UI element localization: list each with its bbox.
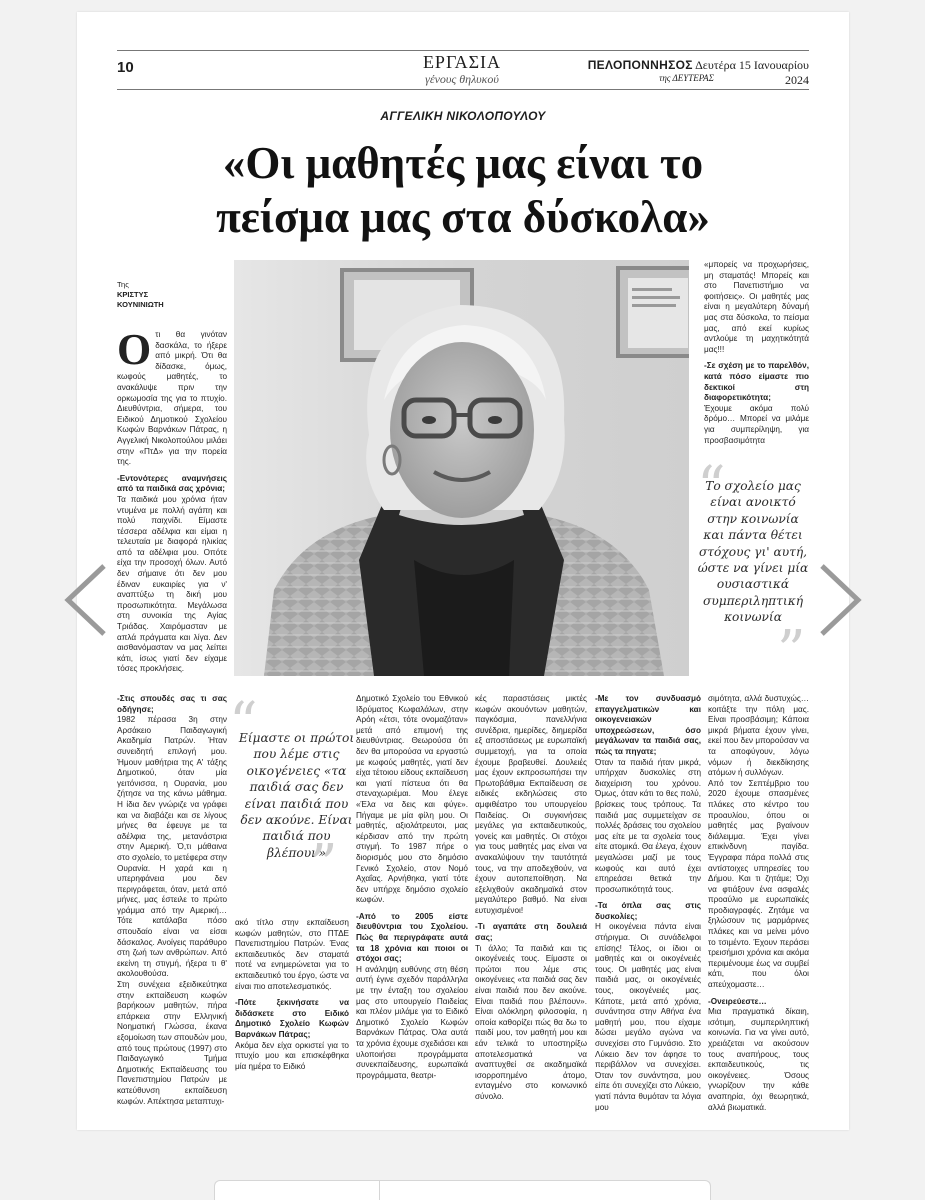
section-title: ΕΡΓΑΣΙΑ bbox=[422, 52, 502, 72]
portrait-image bbox=[234, 260, 689, 676]
quote-open-icon: “ bbox=[229, 691, 258, 756]
bottom-toolbar[interactable] bbox=[214, 1180, 711, 1200]
section-subtitle: γένους θηλυκού bbox=[425, 72, 499, 86]
headline-line: πείσμα μας στα δύσκολα» bbox=[216, 192, 710, 242]
article-column bbox=[117, 694, 227, 1114]
question: -Τα όπλα σας στις δυσκολίες; bbox=[595, 901, 701, 921]
answer: κές παραστάσεις μικτές κωφών ακουόντων μαθητών, παγκόσμια, πανελλήνια συνέδρια, ημερίδες, διημερίδα εξ αποστάσεως με ευρωπαϊκή συμμετοχή, για τα οποία έχουμε βραβευθεί. Δουλειές μας έχουν εκπροσωπήσει την Πρωτοβάθμια Εκπαίδευση σε ειδικές εκδηλώσεις στο αμφιθέατρο του υπουργείου Παιδείας. Οι συγκινήσεις μεγάλες για εκπαιδευτικούς, γονείς και μαθητές. Οι στόχοι για τους μαθητές μας είναι να ανακαλύψουν την ταυτότητά τους, να την αποδεχθούν, να έχουν αυτοπεποίθηση. Να εξελιχθούν ακαδημαϊκά στον μεγαλύτερο βαθμό. Να είναι ευτυχισμένοι! bbox=[475, 694, 587, 915]
answer: Η ανάληψη ευθύνης στη θέση αυτή έγινε σχεδόν παράλληλα με την ένταξη του σχολείου μας στο υπουργείο Παιδείας και πλέον μιλάμε για το Ειδικό Δημοτικό Σχολείο Κωφών Βαρνάκων Πάτρας. Όλα αυτά τα χρόνια έχουμε σχεδιάσει και υλοποιήσει προγράμματα συνεκπαίδευσης, ευρωπαϊκά προγράμματα, θεατρι- bbox=[356, 964, 468, 1080]
answer: Τι άλλο; Τα παιδιά και τις οικογένειές τους. Είμαστε οι πρώτοι που λέμε στις οικογένειες «τα παιδιά σας δεν είναι παιδιά που δεν ακούνε. Είναι παιδιά που βλέπουν». Είναι ολόκληρη φιλοσοφία, η οποία καθορίζει πώς θα δω το παιδί μου, τον μαθητή μου και εάν τελικά το υποστηρίξω αποτελεσματικά να αναπτυχθεί σε ακαδημαϊκά ισορροπημένο άτομο, ενταγμένο στο κοινωνικό σύνολο. bbox=[475, 943, 587, 1101]
question: -Τι αγαπάτε στη δουλειά σας; bbox=[475, 922, 587, 943]
answer: 1982 πέρασα 3η στην Αρσάκειο Παιδαγωγική Ακαδημία Πατρών. Ήταν συνειδητή επιλογή μου. Ήμουν μαθήτρια της Α' τάξης Δημοτικού, όταν μία γειτόνισσα, η Ουρανία, μου ζήτησε να της κάνω μάθημα. Η ίδια δεν γνώριζε να γράφει και να διαβάζει και σε λίγους μήνες θα έφευγε με τα αδέλφια της, μετανάστρια στην Αμερική. Ό,τι μάθαινα στο σχολείο, το μετέφερα στην Ουρανία. Η χαρά και η υπερηφάνεια μου δεν περιγράφεται, όταν, μετά από μήνες, μας έστειλε το πρώτο γράμμα από την Αμερική… Τότε κατάλαβα πόσο σπουδαίο είναι να είσαι δάσκαλος. Ανοίγεις παράθυρο στη ζωή των ανθρώπων. Από εκείνη τη στιγμή, ήξερα τι θ' ακολουθούσα. bbox=[117, 715, 227, 979]
pull-quote: Το σχολείο μας είναι ανοικτό στην κοινωνία και πάντα θέτει στόχους γι' αυτή, ώστε να γίνει μία ουσιαστικά συμπεριληπτική κοινωνία bbox=[697, 479, 809, 625]
answer: Η οικογένεια πάντα είναι στήριγμα. Οι συνάδελφοι επίσης! Τέλος, οι ίδιοι οι μαθητές και οι οικογένειές τους. Οι μαθητές μας είναι παιδιά μας, οι οικογένειές τους, οικογένειές μας. Κάποτε, μετά από χρόνια, συνάντησα στην Αθήνα ένα μαθητή μου, που είχαμε δώσει μεγάλο αγώνα να συνεχίσει στο Γυμνάσιο. Στο Λύκειο δεν τον άφησε το περιβάλλον να συνεχίσει. Όταν τον συνάντησα, μου είπε ότι συνεχίζει στο Λύκειο, γιατί πάντα θυμόταν τα λόγια μου bbox=[595, 922, 701, 1112]
question: -Εντονότερες αναμνήσεις από τα παιδικά σας χρόνια; bbox=[117, 473, 227, 494]
answer: Τα παιδικά μου χρόνια ήταν ντυμένα με πολλή αγάπη και πολύ παιχνίδι. Είμαστε τέσσερα αδέλφια και είμαι η τελευταία με διαφορά ηλικίας από τα αδέλφια μου. Οπότε είχα την προσοχή όλων. Αυτό δεν σήμαινε ότι δεν μου έδιναν ευκαιρίες για ν' αναπτύξω τη δική μου προσωπικότητα. Μεγάλωσα στη συνοικία της Αγίας Τριάδας. Χαιρόμασταν με απλά πράγματα και λίγα. Δεν αισθανόμασταν να μας λείπει κάτι, ίσως γιατί δεν είχαμε τόσες προκλήσεις. bbox=[117, 494, 227, 674]
article-column bbox=[708, 694, 809, 1114]
byline-prefix: Της bbox=[117, 280, 129, 289]
quote-close-icon: ” bbox=[777, 619, 806, 684]
interviewee-name: ΑΓΓΕΛΙΚΗ ΝΙΚΟΛΟΠΟΥΛΟΥ bbox=[380, 109, 546, 123]
answer: Στη συνέχεια εξειδικεύτηκα στην εκπαίδευση κωφών βαρήκοων μαθητών, πήρα επάρκεια στην Ελληνική Νοηματική Γλώσσα, έκανα εξομοίωση των σπουδών μου, από τους πρώτους (1997) στο Παιδαγωγικό Τμήμα Δημοτικής Εκπαίδευσης του Πανεπιστημίου Πατρών με κατεύθυνση εκπαίδευση κωφών. Απέκτησα μεταπτυχι- bbox=[117, 980, 227, 1106]
chevron-left-icon[interactable] bbox=[58, 560, 118, 640]
article-column bbox=[475, 694, 587, 1114]
answer: ακό τίτλο στην εκπαίδευση κωφών μαθητών, στο ΠΤΔΕ Πανεπιστημίου Πατρών. Ένας εκπαιδευτικός δεν σταματά ποτέ να ενημερώνεται για το εκπαιδευτικό του έργο, ώστε να είναι πιο αποτελεσματικός. bbox=[235, 918, 349, 991]
answer: Μια πραγματικά δίκαιη, ισότιμη, συμπεριληπτική κοινωνία. Για να γίνει αυτό, χρειάζεται να ακούσουν τους αναπήρους, τους εκπαιδευτικούς, τις οικογένειες. Όσους γνωρίζουν την κάθε αναπηρία, όχι θεωρητικά, αλλά βιωματικά. bbox=[708, 1007, 809, 1112]
issue-date: Δευτέρα 15 Ιανουαρίου 2024 bbox=[695, 58, 809, 87]
answer: Ακόμα δεν είχα ορκιστεί για το πτυχίο μου και επισκέφθηκα μία ημέρα το Ειδικό bbox=[235, 1040, 349, 1071]
publication-name: ΠΕΛΟΠΟΝΝΗΣΟΣ bbox=[587, 58, 693, 72]
intro-paragraph bbox=[117, 330, 227, 468]
quote-open-icon: “ bbox=[697, 455, 726, 520]
article-column bbox=[235, 918, 349, 1114]
question: -Ονειρεύεστε… bbox=[708, 996, 767, 1006]
question: -Από το 2005 είστε διευθύντρια του Σχολείου. Πώς θα περιγράφατε αυτά τα 18 χρόνια και ποιοι οι στόχοι σας; bbox=[356, 911, 468, 964]
answer: σιμότητα, αλλά δυστυχώς… κοιτάξτε την πόλη μας. Είναι προσβάσιμη; Κάποια μικρά βήματα έχουν γίνει, εκεί που δεν μπορούσαν να τα αποφύγουν, λόγω νόμων ή διεκδίκησης ατόμων ή συλλόγων. bbox=[708, 694, 809, 778]
article-column bbox=[356, 694, 468, 1114]
masthead bbox=[567, 58, 809, 88]
publication-subtitle: της ΔΕΥΤΕΡΑΣ bbox=[659, 73, 714, 83]
quote-close-icon: ” bbox=[309, 833, 338, 898]
headline bbox=[117, 136, 809, 244]
chevron-right-icon[interactable] bbox=[808, 560, 868, 640]
page-number: 10 bbox=[117, 59, 134, 76]
answer: Δημοτικό Σχολείο του Εθνικού Ιδρύματος Κωφαλάλων, στην Αρόη «έτσι, τότε ονομαζόταν» μετά από επιμονή της διευθύντριας. Θεωρούσα ότι δεν θα μπορούσα να εργαστώ με κωφούς μαθητές, γιατί δεν είχα τέτοιου είδους εκπαίδευση και γιατί πίστευα ότι θα στεναχωριέμαι. Μου έλεγε «Έλα να δεις και φύγε». Πήγαμε με μία φίλη μου. Οι μαθητές, αξιολάτρευτοι, μας κέρδισαν από την πρώτη στιγμή. Το 1987 πήρε ο διορισμός μου στο δημόσιο Γενικό Σχολείο, στον Νομό Αχαΐας. Αρνήθηκα, γιατί τότε δεν υπήρχε δημόσιο σχολείο κωφών. bbox=[356, 694, 468, 905]
intro-text: τι θα γινόταν δασκάλα, το ήξερε από μικρή. Ότι θα δίδασκε, όμως, κωφούς μαθητές, το ανακάλυψε πριν την ορκωμοσία της για το πτυχίο. Διευθύντρια, σήμερα, του Ειδικού Δημοτικού Σχολείου Κωφών Βαρνάκων Πάτρας, η Αγγελική Νικολοπούλου μιλάει στην «ΠτΔ» για την πορεία της. bbox=[117, 330, 227, 467]
question: -Στις σπουδές σας τι σας οδήγησε; bbox=[117, 694, 227, 714]
article-column bbox=[704, 260, 809, 460]
pull-quote: Είμαστε οι πρώτοι που λέμε στις οικογένειες «τα παιδιά σας δεν είναι παιδιά που δεν ακούνε. Είναι παιδιά που βλέπουν» bbox=[238, 731, 355, 860]
answer: «μπορείς να προχωρήσεις, μη σταματάς! Μπορείς και στο Πανεπιστήμιο να φοιτήσεις». Οι μαθητές μας είναι η μεγαλύτερη δύναμή μας στα δύσκολα, το πείσμα μας, από εκεί κυρίως αντλούμε τη μαχητικότητά μας!!! bbox=[704, 260, 809, 354]
newspaper-page bbox=[77, 12, 849, 1130]
answer: Από τον Σεπτέμβριο του 2020 έχουμε σπασμένες πλάκες στο κέντρο του προαυλίου, όπου οι μαθητές μας βγαίνουν διάλειμμα. Έχει γίνει επικίνδυνη παγίδα. Έγγραφα πάρα πολλά στις αντίστοιχες υπηρεσίες του Δήμου. Και τι ζητάμε; Όχι να φτιάξουν ένα ασφαλές προαύλιο με ευρωπαϊκές προδιαγραφές. Ζητάμε να ξηλώσουν τις μαρμάρινες πλάκες και να μείνει μόνο το τσιμέντο. Έχουν περάσει τρεισήμισι χρόνια και ακόμα περιμένουμε έως να συμβεί κάτι, που όλοι απεύχομαστε… bbox=[708, 778, 809, 990]
toolbar-divider bbox=[379, 1181, 380, 1200]
dropcap: Ο bbox=[117, 330, 152, 374]
answer: Όταν τα παιδιά ήταν μικρά, υπήρχαν δυσκολίες στη διαχείριση του χρόνου. Όμως, όταν κάτι το θες πολύ, βρίσκεις τους τρόπους. Τα παιδιά μας συμμετείχαν σε πολλές δράσεις του σχολείου μας είτε με τα σχολεία τους είτε ατομικά. Θα έλεγα, έχουν μεγαλώσει μαζί με τους κωφούς και αυτό έχει επηρεάσει θετικά την προσωπικότητά τους. bbox=[595, 757, 701, 894]
byline bbox=[117, 280, 197, 310]
answer: Έχουμε ακόμα πολύ δρόμο… Μπορεί να μιλάμε για συμπερίληψη, για προσβασιμότητα bbox=[704, 403, 809, 445]
header-rule-top bbox=[117, 50, 809, 51]
header-rule-bottom bbox=[117, 89, 809, 90]
byline-name: ΚΡΙΣΤΥΣ ΚΟΥΝΙΝΙΩΤΗ bbox=[117, 290, 164, 309]
portrait-photo bbox=[234, 260, 689, 676]
headline-line: «Οι μαθητές μας είναι το bbox=[222, 138, 704, 188]
question: -Πότε ξεκινήσατε να διδάσκετε στο Ειδικό Δημοτικό Σχολείο Κωφών Βαρνάκων Πάτρας; bbox=[235, 998, 349, 1039]
article-column bbox=[595, 694, 701, 1114]
article-column bbox=[117, 330, 227, 690]
question: -Με τον συνδυασμό επαγγελματικών και οικογενειακών υποχρεώσεων, όσο μεγάλωναν τα παιδιά σας, πώς τα πηγατε; bbox=[595, 694, 701, 756]
question: -Σε σχέση με το παρελθόν, κατά πόσο είμαστε πιο δεκτικοί στη διαφορετικότητα; bbox=[704, 361, 809, 403]
